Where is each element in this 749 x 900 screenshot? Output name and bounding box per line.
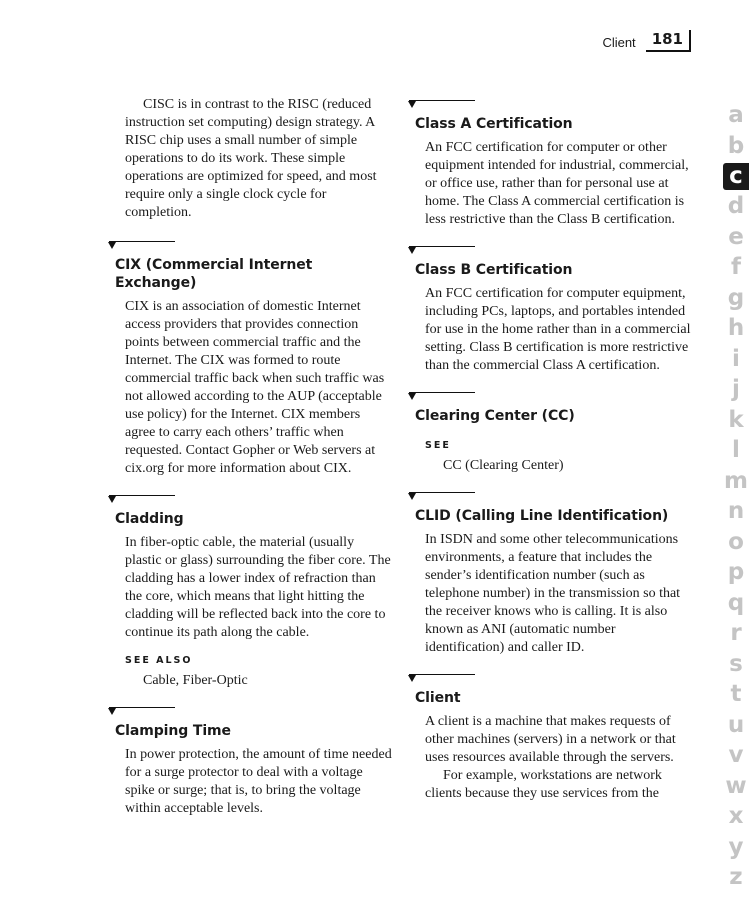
entry-definition: A client is a machine that makes requests of other machines (servers) in a network or that uses resources available through the servers. [425, 714, 676, 765]
entry-term: CIX (Commercial Internet Exchange) [115, 257, 313, 291]
entry-marker [408, 673, 693, 685]
alphabet-tab-p: p [727, 559, 745, 585]
entry-term: CLID (Calling Line Identification) [415, 508, 669, 524]
alphabet-tab-k: k [728, 406, 744, 433]
alphabet-index [723, 100, 749, 893]
entry-definition: In power protection, the amount of time needed for a surge protector to deal with a voltage spike or surge; that is, to bring the voltage within acceptable levels. [125, 747, 392, 816]
alphabet-tab-b: b [727, 132, 745, 159]
entry-marker [408, 391, 693, 403]
alphabet-tab-r: r [730, 620, 742, 646]
triangle-marker-icon [108, 708, 116, 715]
alphabet-tab-i: i [732, 345, 740, 372]
entry-marker [408, 99, 693, 111]
entry-definition: An FCC certification for computer or other equipment intended for industrial, commercial, or office use, rather than for personal use at home. The Class A commercial certification is less restrictive than the Class B certification. [425, 140, 689, 227]
entry-definition: CIX is an association of domestic Internet access providers that provides connection points between commercial traffic and the Internet. The CIX was formed to route commercial traffic back when such traffic was not allowed according to the AUP (acceptable use policy) for the Internet. CIX members agree to carry each others’ traffic when requested. Contact Gopher or Web servers at cix.org for more information about CIX. [125, 299, 385, 476]
entry-class-b [408, 245, 693, 375]
alphabet-tab-f: f [730, 254, 741, 280]
entry-cladding [108, 494, 393, 690]
triangle-marker-icon [108, 496, 116, 503]
entry-marker [408, 491, 693, 503]
entry-term: Class B Certification [415, 262, 573, 278]
triangle-marker-icon [408, 247, 416, 254]
alphabet-tab-v: v [728, 742, 744, 768]
entry-client [408, 673, 693, 803]
right-column [408, 99, 693, 803]
see-also-label: SEE ALSO [125, 655, 193, 666]
entry-term: Class A Certification [415, 116, 573, 132]
triangle-marker-icon [408, 393, 416, 400]
entry-marker [108, 494, 393, 506]
alphabet-tab-m: m [724, 467, 748, 494]
alphabet-tab-g: g [727, 284, 745, 311]
alphabet-tab-d: d [727, 193, 745, 219]
entry-marker [408, 245, 693, 257]
alphabet-tab-t: t [730, 681, 742, 707]
triangle-marker-icon [408, 493, 416, 500]
alphabet-tab-q: q [727, 589, 745, 616]
triangle-marker-icon [108, 242, 116, 249]
alphabet-tab-o: o [728, 528, 744, 555]
page-number: 181 [646, 30, 691, 52]
entry-marker [108, 240, 393, 252]
alphabet-tab-y: y [728, 833, 744, 860]
alphabet-tab-e: e [728, 223, 744, 250]
entry-term: Clamping Time [115, 723, 231, 739]
entry-cix [108, 240, 393, 478]
entry-clamping-time [108, 706, 393, 818]
entry-term: Cladding [115, 511, 184, 527]
entry-marker [108, 706, 393, 718]
alphabet-tab-l: l [732, 437, 740, 463]
entry-term: Clearing Center (CC) [415, 408, 575, 424]
alphabet-tab-u: u [727, 711, 745, 738]
see-label: SEE [425, 440, 451, 451]
entry-clid [408, 491, 693, 657]
alphabet-tab-z: z [729, 864, 743, 890]
alphabet-tab-c: c [723, 163, 749, 190]
see-also-reference: Cable, Fiber-Optic [143, 673, 248, 688]
running-head: Client [602, 35, 636, 50]
triangle-marker-icon [408, 675, 416, 682]
entry-definition: In fiber-optic cable, the material (usually plastic or glass) surrounding the fiber core. The cladding has a lower index of refraction than the core, which means that light hitting the cladding will be reflected back into the core to continue its path along the cable. [125, 535, 391, 640]
alphabet-tab-s: s [729, 650, 743, 677]
page-header [602, 30, 691, 52]
alphabet-tab-h: h [727, 315, 745, 341]
entry-definition-continued: For example, workstations are network clients because they use services from the [425, 768, 662, 801]
entry-definition: An FCC certification for computer equipment, including PCs, laptops, and portables intended for use in the home rather than in a commercial setting. Class B certification is more restrictive than the commercial Class A certification. [425, 286, 691, 373]
triangle-marker-icon [408, 101, 416, 108]
alphabet-tab-x: x [728, 803, 744, 829]
alphabet-tab-n: n [727, 498, 745, 524]
entry-definition: In ISDN and some other telecommunications environments, a feature that includes the sender’s identification number (such as telephone number) in the transmission so that the receiver knows who is calling. It is also known as ANI (automatic number identification) and caller ID. [425, 532, 681, 655]
left-column [108, 96, 393, 818]
entry-class-a [408, 99, 693, 229]
intro-paragraph: CISC is in contrast to the RISC (reduced instruction set computing) design strategy. A RISC chip uses a small number of simple operations to do its work. These simple operations are optimized for speed, and most require only a single clock cycle for completion. [125, 97, 377, 220]
alphabet-tab-j: j [732, 376, 740, 402]
entry-clearing-center [408, 391, 693, 475]
see-reference: CC (Clearing Center) [443, 458, 564, 473]
alphabet-tab-w: w [725, 772, 747, 799]
alphabet-tab-a: a [728, 102, 744, 128]
entry-term: Client [415, 690, 461, 706]
